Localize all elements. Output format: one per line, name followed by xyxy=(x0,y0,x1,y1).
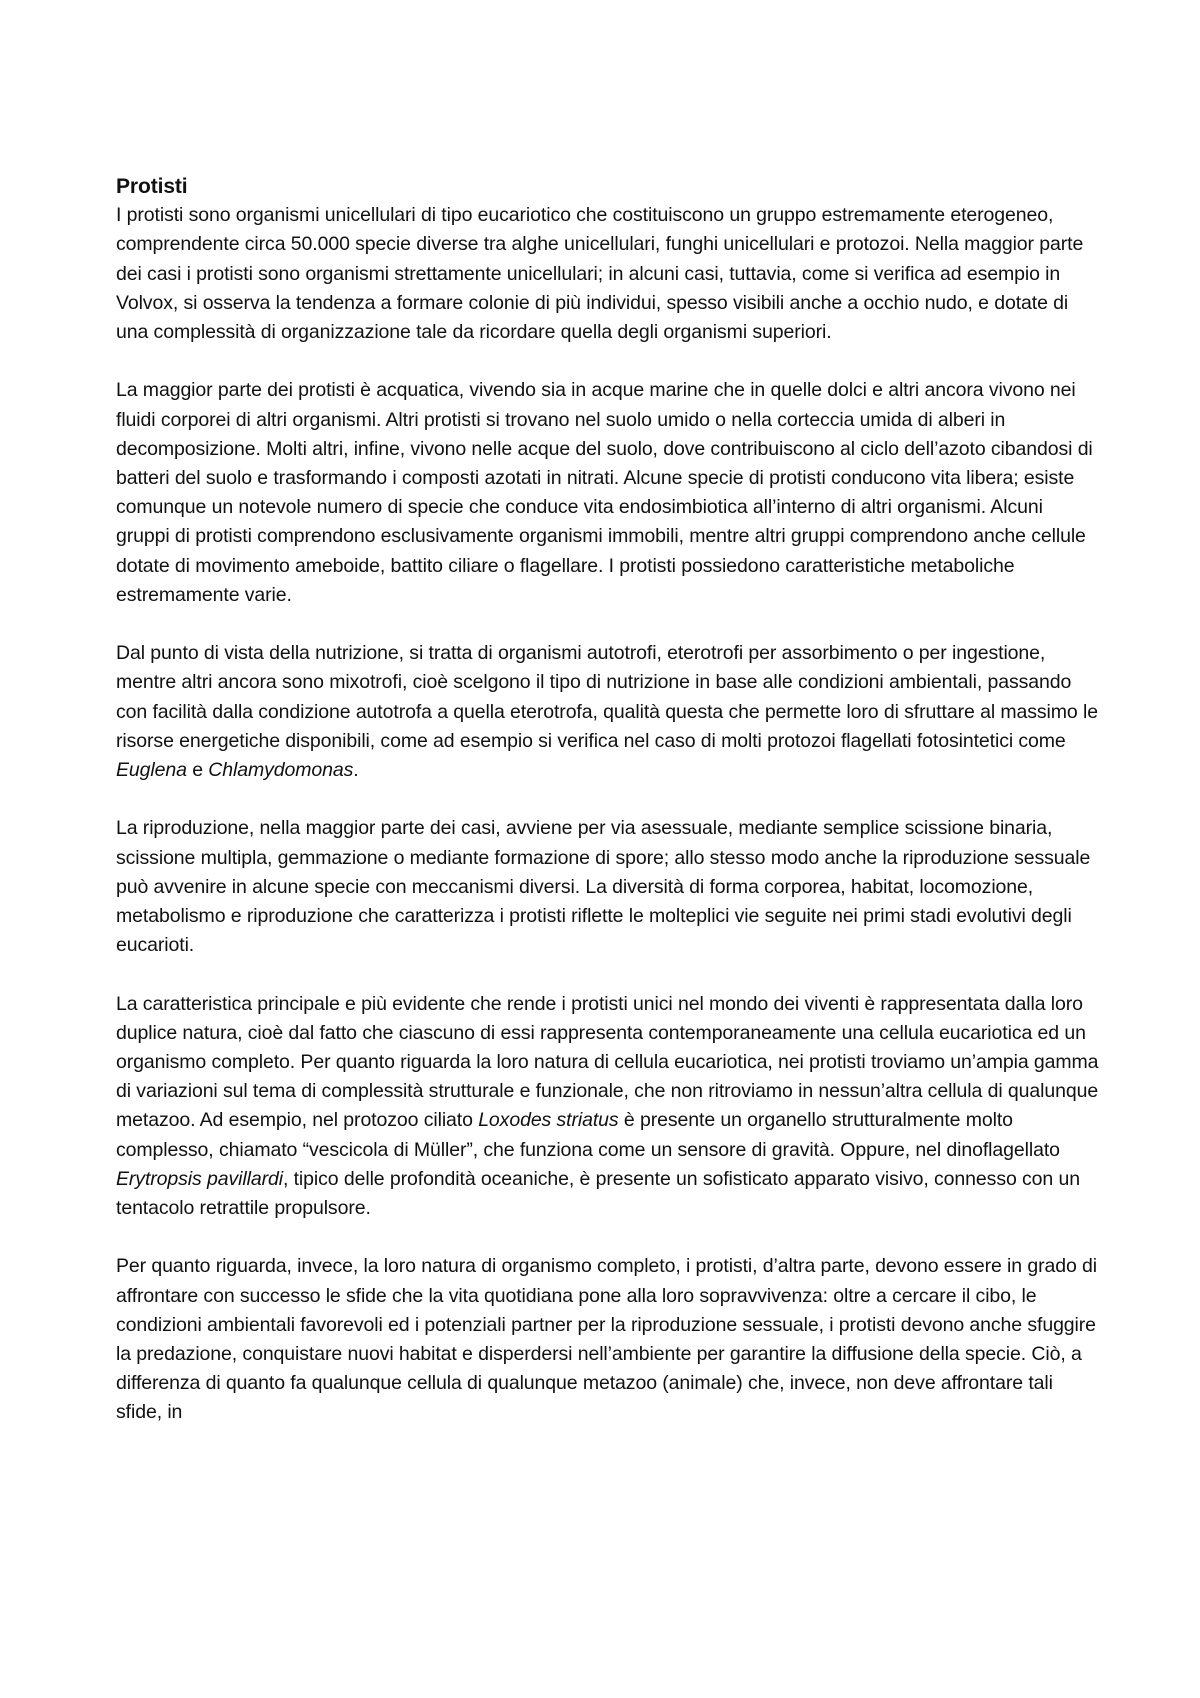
paragraph-habitat xyxy=(116,376,1101,610)
paragraph-complete-organism xyxy=(116,1252,1101,1427)
text-segment: e xyxy=(186,759,209,782)
species-name-italic: Euglena xyxy=(116,759,187,782)
paragraph-nutrition xyxy=(116,639,1101,785)
text-segment: La maggior parte dei protisti è acquatica, vivendo sia in acque marine che in quelle dolci e altri ancora vivono nei fluidi corporei di altri organismi. Altri protisti si trovano nel suolo umido o nella corteccia umida di alberi in decomposizione. Molti altri, infine, vivono nelle acque del suolo, dove contribuiscono al ciclo dell’azoto cibandosi di batteri del suolo e trasformando i composti azotati in nitrati. Alcune specie di protisti conducono vita libera; esiste comunque un notevole numero di specie che conduce vita endosimbiotica all’interno di altri organismi. Alcuni gruppi di protisti comprendono esclusivamente organismi immobili, mentre altri gruppi comprendono anche cellule dotate di movimento ameboide, battito ciliare o flagellare. I protisti possiedono caratteristiche metaboliche estremamente varie. xyxy=(116,379,1093,606)
text-segment: Per quanto riguarda, invece, la loro natura di organismo completo, i protisti, d’altra parte, devono essere in grado di affrontare con successo le sfide che la vita quotidiana pone alla loro sopravvivenza: oltre a cercare il cibo, le condizioni ambientali favorevoli ed i potenziali partner per la riproduzione sessuale, i protisti devono anche sfuggire la predazione, conquistare nuovi habitat e disperdersi nell’ambiente per garantire la diffusione della specie. Ciò, a differenza di quanto fa qualunque cellula di qualunque metazoo (animale) che, invece, non deve affrontare tali sfide, in xyxy=(116,1255,1097,1424)
text-segment: I protisti sono organismi unicellulari di tipo eucariotico che costituiscono un gruppo estremamente eterogeneo, comprendente circa 50.000 specie diverse tra alghe unicellulari, funghi unicellulari e protozoi. Nella maggior parte dei casi i protisti sono organismi strettamente unicellulari; in alcuni casi, tuttavia, come si verifica ad esempio in Volvox, si osserva la tendenza a formare colonie di più individui, spesso visibili anche a occhio nudo, e dotate di una complessità di organizzazione tale da ricordare quella degli organismi superiori. xyxy=(116,204,1084,344)
paragraph-reproduction xyxy=(116,814,1101,960)
species-name-italic: Chlamydomonas xyxy=(208,759,354,782)
paragraph-dual-nature xyxy=(116,990,1101,1224)
text-segment: La riproduzione, nella maggior parte dei casi, avviene per via asessuale, mediante semplice scissione binaria, scissione multipla, gemmazione o mediante formazione di spore; allo stesso modo anche la riproduzione sessuale può avvenire in alcune specie con meccanismi diversi. La diversità di forma corporea, habitat, locomozione, metabolismo e riproduzione che caratterizza i protisti riflette le molteplici vie seguite nei primi stadi evolutivi degli eucarioti. xyxy=(116,817,1091,957)
species-name-italic: Erytropsis pavillardi xyxy=(116,1167,283,1190)
paragraph-intro xyxy=(116,201,1101,347)
text-segment: . xyxy=(353,759,359,782)
document-body xyxy=(116,172,1101,1428)
document-title: Protisti xyxy=(116,175,188,198)
text-segment: , tipico delle profondità oceaniche, è presente un sofisticato apparato visivo, connesso con un tentacolo retrattile propulsore. xyxy=(116,1167,1080,1220)
text-segment: è presente un organello strutturalmente molto complesso, chiamato “vescicola di Müller”, che funziona come un sensore di gravità. Oppure, nel dinoflagellato xyxy=(116,1109,1060,1161)
species-name-italic: Loxodes striatus xyxy=(478,1109,619,1132)
text-segment: La caratteristica principale e più evidente che rende i protisti unici nel mondo dei viventi è rappresentata dalla loro duplice natura, cioè dal fatto che ciascuno di essi rappresenta contemporaneamente una cellula eucariotica ed un organismo completo. Per quanto riguarda la loro natura di cellula eucariotica, nei protisti troviamo un’ampia gamma di variazioni sul tema di complessità strutturale e funzionale, che non ritroviamo in nessun’altra cellula di qualunque metazoo. Ad esempio, nel protozoo ciliato xyxy=(116,992,1099,1132)
text-segment: Dal punto di vista della nutrizione, si tratta di organismi autotrofi, eterotrofi per assorbimento o per ingestione, mentre altri ancora sono mixotrofi, cioè scelgono il tipo di nutrizione in base alle condizioni ambientali, passando con facilità dalla condizione autotrofa a quella eterotrofa, qualità questa che permette loro di sfruttare al massimo le risorse energetiche disponibili, come ad esempio si verifica nel caso di molti protozoi flagellati fotosintetici come xyxy=(116,642,1098,752)
